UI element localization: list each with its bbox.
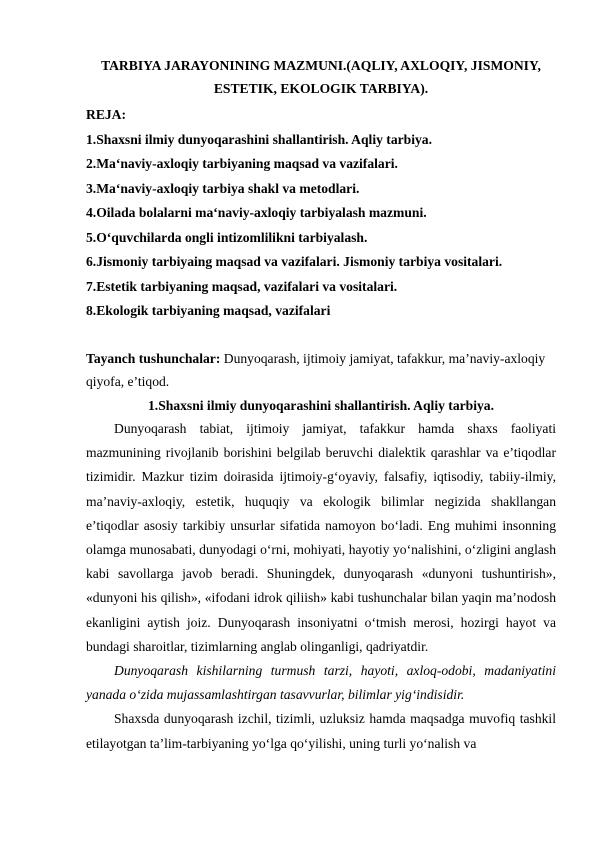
- plan-item: 1.Shaxsni ilmiy dunyoqarashini shallantirish. Aqliy tarbiya.: [86, 131, 432, 147]
- document-title: TARBIYA JARAYONINING MAZMUNI.(AQLIY, AXLOQIY, JISMONIY, ESTETIK, EKOLOGIK TARBIYA).: [101, 58, 541, 96]
- plan-item: 5.O‘quvchilarda ongli intizomlilikni tarbiyalash.: [86, 229, 368, 245]
- key-terms-text: Dunyoqarash, ijtimoiy jamiyat, tafakkur, ma’naviy-axloqiy qiyofa, e’tiqod.: [86, 350, 546, 389]
- plan-list: [86, 128, 556, 324]
- plan-heading: REJA:: [86, 107, 127, 122]
- plan-item: 4.Oilada bolalarni ma‘naviy-axloqiy tarbiyalash mazmuni.: [86, 205, 427, 220]
- plan-item: 7.Estetik tarbiyaning maqsad, vazifalari va vositalari.: [86, 278, 398, 294]
- body-paragraph: Shaxsda dunyoqarash izchil, tizimli, uzluksiz hamda maqsadga muvofiq tashkil etilayotgan ta’lim-tarbiyaning yo‘lga qo‘yilishi, uning turli yo‘nalish va: [86, 711, 556, 751]
- plan-item: 3.Ma‘naviy-axloqiy tarbiya shakl va metodlari.: [86, 180, 360, 196]
- plan-item: 6.Jismoniy tarbiyaing maqsad va vazifalari. Jismoniy tarbiya vositalari.: [86, 254, 503, 269]
- section-heading: 1.Shaxsni ilmiy dunyoqarashini shallantirish. Aqliy tarbiya.: [148, 397, 494, 413]
- body-paragraph: Dunyoqarash tabiat, ijtimoiy jamiyat, tafakkur hamda shaxs faoliyati mazmunining rivojlanib borishini belgilab beruvchi dialektik qarashlar va e’tiqodlar tizimidir. Mazkur tizim doirasida ijtimoiy-g‘oyaviy, falsafiy, iqtisodiy, tabiiy-ilmiy, ma’naviy-axloqiy, estetik, huquqiy va ekologik bilimlar negizida shakllangan e’tiqodlar asosiy tarkibiy unsurlar sifatida namoyon bo‘ladi. Eng muhimi insonning olamga munosabati, dunyodagi o‘rni, mohiyati, hayotiy yo‘nalishini, o‘zligini anglash kabi savollarga javob beradi. Shuningdek, dunyoqarash «dunyoni tushuntirish», «dunyoni his qilish», «ifodani idrok qiliish» kabi tushunchalar bilan yaqin ma’nodosh ekanligini aytish joiz. Dunyoqarash insoniyatni o‘tmish merosi, hozirgi hayot va bundagi sharoitlar, tizimlarning anglab olinganligi, qadriyatdir.: [86, 421, 556, 654]
- plan-item: 8.Ekologik tarbiyaning maqsad, vazifalari: [86, 303, 331, 318]
- plan-item: 2.Ma‘naviy-axloqiy tarbiyaning maqsad va vazifalari.: [86, 156, 398, 171]
- document-page: [86, 0, 556, 756]
- key-terms: [86, 347, 556, 394]
- body-paragraph-italic: Dunyoqarash kishilarning turmush tarzi, hayoti, axloq-odobi, madaniyatini yanada o‘zida mujassamlashtirgan tasavvurlar, bilimlar yig‘indisidir.: [86, 663, 556, 703]
- key-terms-label: Tayanch tushunchalar:: [86, 350, 221, 366]
